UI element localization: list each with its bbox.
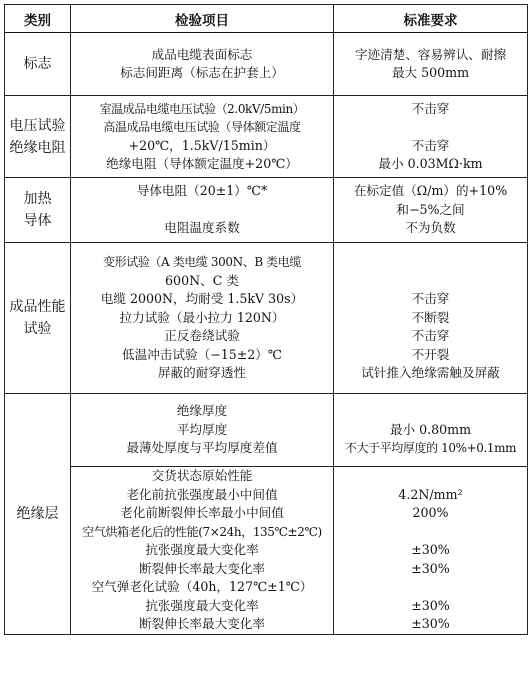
requirement-spacer	[334, 253, 527, 272]
item-line: 室温成品电缆电压试验（2.0kV/5min）	[99, 101, 305, 116]
header-inspection-item: 检验项目	[71, 5, 334, 33]
items-cell	[71, 96, 334, 178]
requirement-spacer	[334, 402, 527, 421]
item-spacer	[71, 201, 333, 220]
requirement-line: ±30%	[411, 597, 450, 613]
requirement-line: 字迹清楚、容易辨认、耐擦	[354, 46, 507, 62]
item-line: +20℃，1.5kV/15min）	[128, 137, 276, 153]
table-row	[5, 243, 528, 394]
requirement-line: 不开裂	[411, 346, 450, 362]
table-header-row	[5, 5, 528, 33]
table-row	[5, 33, 528, 96]
item-line: 电缆 2000N，均耐受 1.5kV 30s）	[100, 291, 304, 307]
category-cell	[5, 178, 71, 243]
item-line: 绝缘电阻（导体额定温度+20℃）	[106, 156, 298, 171]
requirement-line: 4.2N/mm²	[398, 486, 463, 502]
requirement-spacer	[334, 118, 527, 137]
category-label: 标志	[23, 56, 52, 72]
requirement-spacer	[334, 578, 527, 597]
requirement-line: 不击穿	[411, 137, 450, 153]
requirement-line: 不断裂	[411, 309, 450, 325]
requirement-line: ±30%	[411, 560, 450, 576]
item-line: 空气烘箱老化后的性能(7×24h，135℃±2℃)	[82, 524, 322, 539]
requirement-line: 在标定值（Ω/m）的+10%	[353, 183, 508, 199]
item-line: 拉力试验（最小拉力 120N）	[119, 309, 285, 325]
category-cell	[5, 243, 71, 394]
category-cell	[5, 33, 71, 96]
items-cell	[71, 33, 334, 96]
item-line: 最薄处厚度与平均厚度差值	[126, 440, 278, 456]
item-line: 抗张强度最大变化率	[145, 542, 259, 557]
requirements-cell	[334, 33, 528, 96]
header-requirement: 标准要求	[334, 5, 528, 33]
items-cell	[71, 178, 334, 243]
requirement-line: 和−5%之间	[396, 201, 465, 217]
requirement-line: 不为负数	[405, 220, 456, 236]
item-line: 平均厚度	[176, 421, 228, 437]
inspection-spec-table	[4, 4, 528, 635]
category-label: 成品性能	[9, 299, 66, 315]
item-line: 高温成品电缆电压试验（导体额定温度	[103, 120, 301, 134]
category-label: 电压试验	[9, 117, 66, 134]
requirement-line: ±30%	[411, 542, 450, 557]
item-line: 绝缘厚度	[176, 403, 228, 419]
table-row	[5, 394, 528, 467]
requirements-cell	[334, 178, 528, 243]
item-line: 低温冲击试验（−15±2）℃	[122, 346, 282, 362]
requirement-line: 不击穿	[411, 328, 450, 344]
category-label: 绝缘电阻	[9, 139, 66, 156]
item-line: 成品电缆表面标志	[151, 46, 253, 62]
category-label: 加热	[23, 191, 52, 207]
requirement-line: 不击穿	[411, 100, 450, 116]
item-line: 标志间距离（标志在护套上）	[120, 65, 284, 80]
requirements-cell	[334, 96, 528, 178]
requirement-spacer	[334, 467, 527, 486]
item-line: 老化前断裂伸长率最小中间值	[120, 505, 284, 520]
requirements-cell	[334, 243, 528, 394]
requirement-line: 最小 0.80mm	[389, 421, 472, 437]
category-cell	[5, 394, 71, 635]
item-line: 正反卷绕试验	[164, 328, 240, 344]
item-line: 变形试验（A 类电缆 300N、B 类电缆	[103, 255, 301, 270]
requirements-cell	[334, 467, 528, 635]
category-cell	[5, 96, 71, 178]
item-line: 断裂伸长率最大变化率	[139, 560, 265, 576]
table-row	[5, 467, 528, 635]
item-line: 空气弹老化试验（40h，127℃±1℃）	[91, 579, 313, 594]
item-line: 老化前抗张强度最小中间值	[126, 486, 278, 502]
items-cell	[71, 467, 334, 635]
items-cell	[71, 243, 334, 394]
requirement-line: 最大 500mm	[391, 65, 470, 80]
item-line: 交货状态原始性能	[151, 468, 253, 483]
table-row	[5, 96, 528, 178]
item-line: 断裂伸长率最大变化率	[139, 616, 265, 631]
requirement-line: 最小 0.03MΩ·km	[378, 156, 483, 171]
requirement-line: 不大于平均厚度的 10%+0.1mm	[344, 441, 517, 456]
category-label: 导体	[23, 213, 52, 229]
item-line: 导体电阻（20±1）℃*	[136, 183, 268, 199]
requirement-line: ±30%	[411, 616, 450, 631]
header-category: 类别	[5, 5, 71, 33]
item-line: 抗张强度最大变化率	[145, 597, 259, 613]
table-row	[5, 178, 528, 243]
items-cell	[71, 394, 334, 467]
requirement-line: 不击穿	[411, 291, 450, 307]
requirement-spacer	[334, 523, 527, 542]
requirements-cell	[334, 394, 528, 467]
requirement-line: 200%	[412, 505, 449, 520]
item-line: 屏蔽的耐穿透性	[157, 365, 247, 381]
requirement-line: 试针推入绝缘需触及屏蔽	[361, 365, 500, 381]
category-label: 试验	[23, 321, 52, 337]
requirement-spacer	[334, 272, 527, 291]
item-line: 600N、C 类	[165, 272, 239, 288]
category-label: 绝缘层	[16, 505, 59, 522]
item-line: 电阻温度系数	[164, 220, 240, 236]
